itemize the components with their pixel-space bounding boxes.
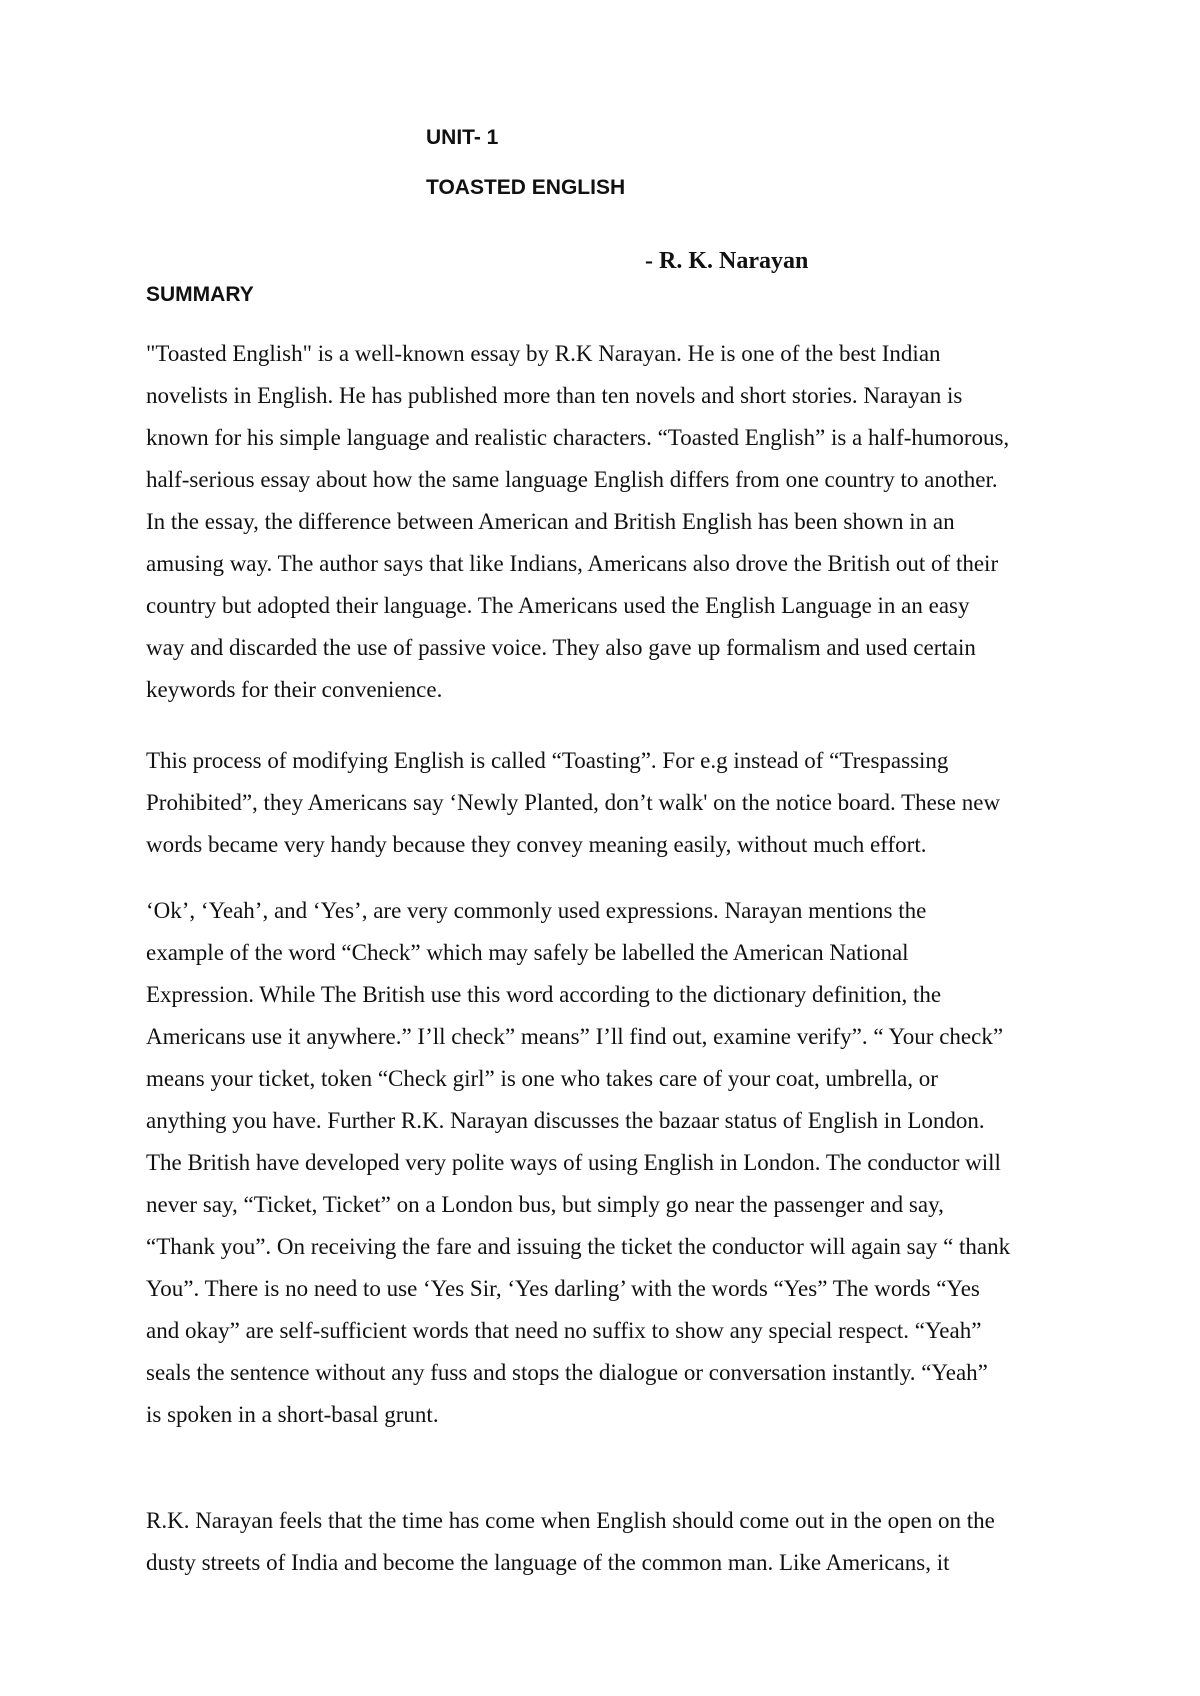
text-line: "Toasted English" is a well-known essay by R.K Narayan. He is one of the best Indian <box>146 341 941 366</box>
text-line: amusing way. The author says that like Indians, Americans also drove the British out of their <box>146 551 999 576</box>
text-line: Prohibited”, they Americans say ‘Newly Planted, don’t walk' on the notice board. These new <box>146 790 1001 815</box>
text-line: way and discarded the use of passive voice. They also gave up formalism and used certain <box>146 635 976 660</box>
text-line: means your ticket, token “Check girl” is one who takes care of your coat, umbrella, or <box>146 1066 938 1091</box>
author-line: - R. K. Narayan <box>645 248 809 274</box>
text-line: is spoken in a short-basal grunt. <box>146 1402 439 1427</box>
text-line: ‘Ok’, ‘Yeah’, and ‘Yes’, are very commonly used expressions. Narayan mentions the <box>146 898 927 923</box>
text-line: This process of modifying English is called “Toasting”. For e.g instead of “Trespassing <box>146 748 949 773</box>
text-line: known for his simple language and realistic characters. “Toasted English” is a half-humorous, <box>146 425 1010 450</box>
text-line: never say, “Ticket, Ticket” on a London bus, but simply go near the passenger and say, <box>146 1192 944 1217</box>
document-title: TOASTED ENGLISH <box>426 176 626 199</box>
text-line: example of the word “Check” which may safely be labelled the American National <box>146 940 909 965</box>
text-line: novelists in English. He has published more than ten novels and short stories. Narayan is <box>146 383 963 408</box>
text-line: country but adopted their language. The Americans used the English Language in an easy <box>146 593 970 618</box>
text-line: keywords for their convenience. <box>146 677 443 702</box>
text-line: anything you have. Further R.K. Narayan discusses the bazaar status of English in London. <box>146 1108 985 1133</box>
text-line: and okay” are self-sufficient words that need no suffix to show any special respect. “Yeah” <box>146 1318 982 1343</box>
unit-label: UNIT- 1 <box>426 126 499 149</box>
text-line: words became very handy because they convey meaning easily, without much effort. <box>146 832 927 857</box>
text-line: The British have developed very polite ways of using English in London. The conductor will <box>146 1150 1001 1175</box>
text-line: “Thank you”. On receiving the fare and issuing the ticket the conductor will again say “ thank <box>146 1234 1011 1259</box>
text-line: half-serious essay about how the same language English differs from one country to another. <box>146 467 998 492</box>
summary-paragraph-2 <box>146 740 1076 866</box>
summary-paragraph-4 <box>146 1500 1076 1584</box>
text-line: seals the sentence without any fuss and stops the dialogue or conversation instantly. “Yeah” <box>146 1360 988 1385</box>
text-line: R.K. Narayan feels that the time has come when English should come out in the open on the <box>146 1508 995 1533</box>
text-line: Americans use it anywhere.” I’ll check” means” I’ll find out, examine verify”. “ Your check” <box>146 1024 1004 1049</box>
text-line: You”. There is no need to use ‘Yes Sir, ‘Yes darling’ with the words “Yes” The words “Yes <box>146 1276 980 1301</box>
summary-paragraph-1 <box>146 333 1076 711</box>
summary-heading: SUMMARY <box>146 283 254 306</box>
summary-paragraph-3 <box>146 890 1076 1436</box>
text-line: Expression. While The British use this word according to the dictionary definition, the <box>146 982 942 1007</box>
text-line: In the essay, the difference between American and British English has been shown in an <box>146 509 955 534</box>
text-line: dusty streets of India and become the language of the common man. Like Americans, it <box>146 1550 950 1575</box>
